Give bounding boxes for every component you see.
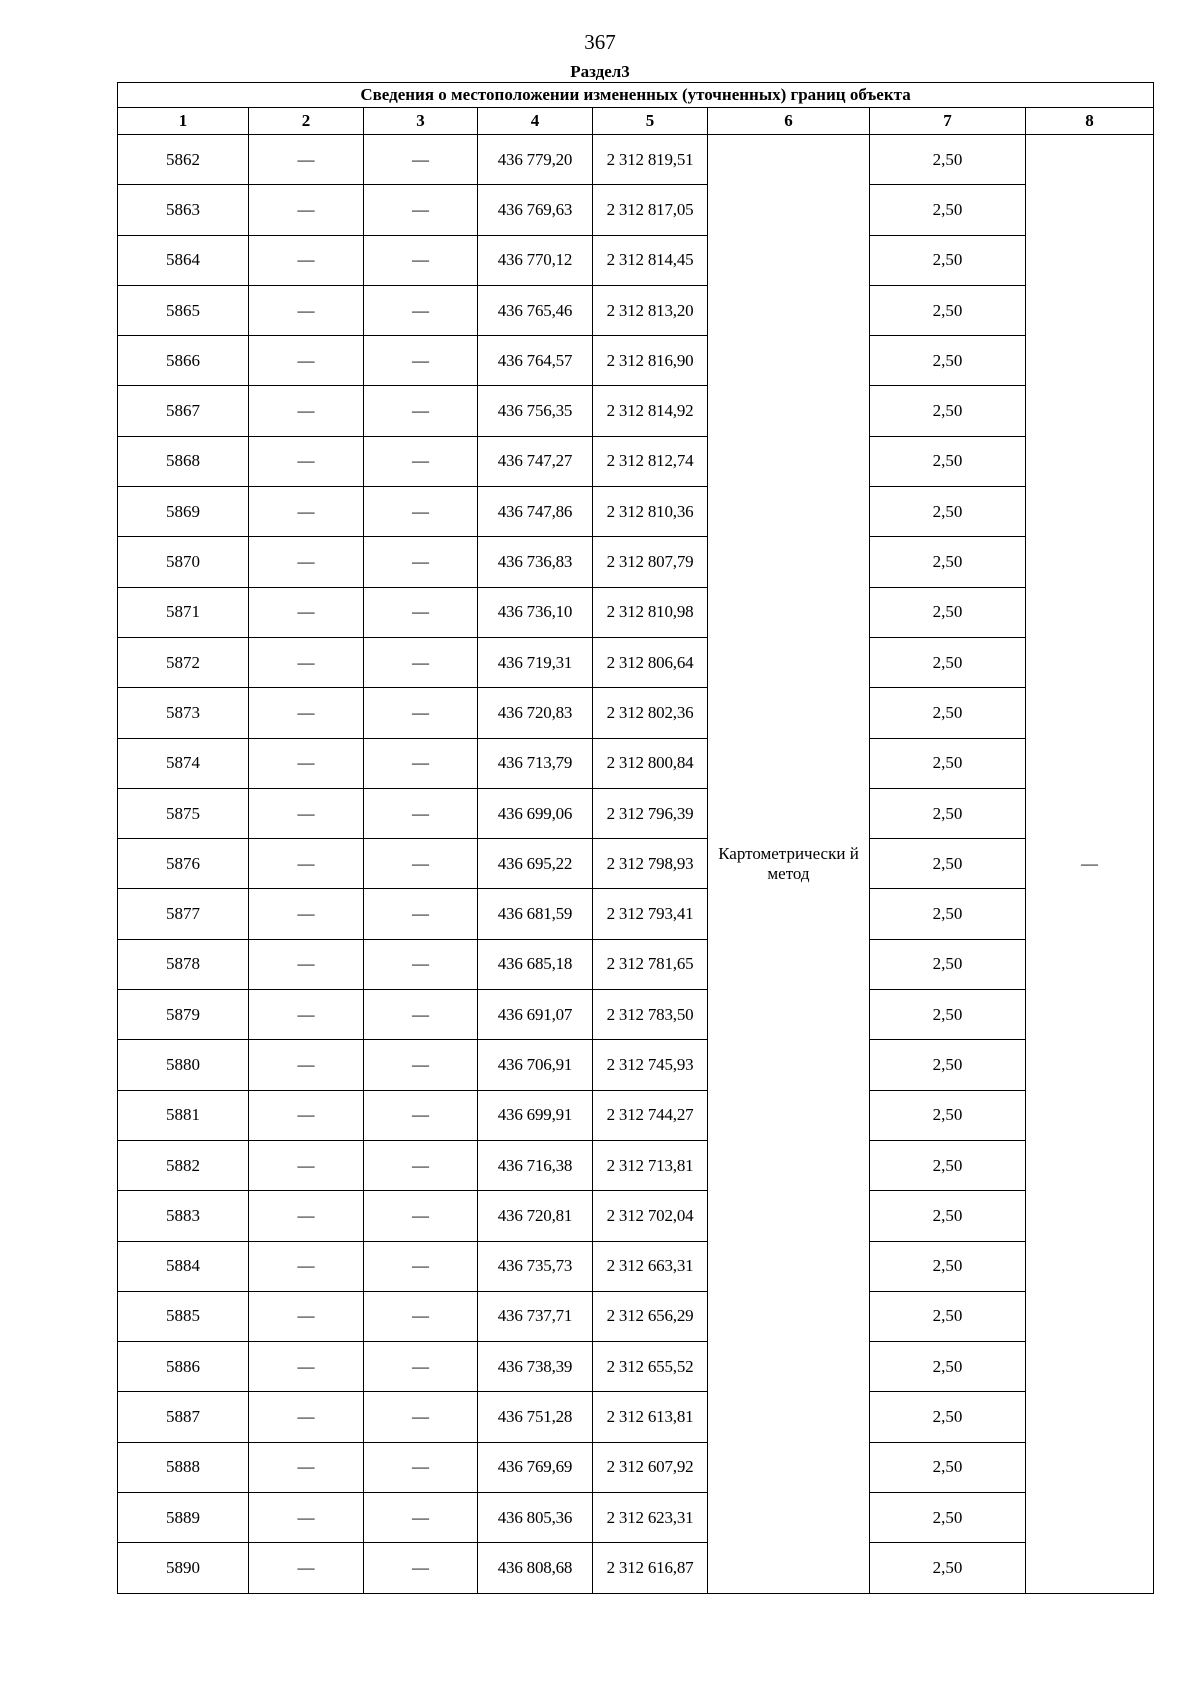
col3-cell: —: [364, 386, 478, 436]
y-coordinate-cell: 2 312 817,05: [593, 185, 708, 235]
y-coordinate-cell: 2 312 702,04: [593, 1191, 708, 1241]
col3-cell: —: [364, 1241, 478, 1291]
col3-cell: —: [364, 1543, 478, 1593]
table-title: Сведения о местоположении измененных (уточненных) границ объекта: [118, 83, 1154, 108]
x-coordinate-cell: 436 738,39: [478, 1342, 593, 1392]
y-coordinate-cell: 2 312 810,98: [593, 587, 708, 637]
table-row: [118, 1442, 1154, 1492]
col2-cell: —: [249, 788, 364, 838]
column-header: 5: [593, 108, 708, 135]
col2-cell: —: [249, 939, 364, 989]
x-coordinate-cell: 436 699,06: [478, 788, 593, 838]
table-row: [118, 135, 1154, 185]
accuracy-cell: 2,50: [870, 990, 1026, 1040]
point-number-cell: 5863: [118, 185, 249, 235]
x-coordinate-cell: 436 735,73: [478, 1241, 593, 1291]
point-number-cell: 5865: [118, 285, 249, 335]
point-number-cell: 5873: [118, 688, 249, 738]
col2-cell: —: [249, 1040, 364, 1090]
col3-cell: —: [364, 637, 478, 687]
x-coordinate-cell: 436 747,86: [478, 487, 593, 537]
table-body: [118, 135, 1154, 1594]
col2-cell: —: [249, 990, 364, 1040]
col3-cell: —: [364, 1291, 478, 1341]
x-coordinate-cell: 436 805,36: [478, 1493, 593, 1543]
y-coordinate-cell: 2 312 802,36: [593, 688, 708, 738]
x-coordinate-cell: 436 691,07: [478, 990, 593, 1040]
table-row: [118, 436, 1154, 486]
x-coordinate-cell: 436 770,12: [478, 235, 593, 285]
col3-cell: —: [364, 135, 478, 185]
accuracy-cell: 2,50: [870, 1342, 1026, 1392]
column-header-row: [118, 108, 1154, 135]
x-coordinate-cell: 436 720,81: [478, 1191, 593, 1241]
table-row: [118, 1291, 1154, 1341]
column-header: 3: [364, 108, 478, 135]
col3-cell: —: [364, 738, 478, 788]
x-coordinate-cell: 436 756,35: [478, 386, 593, 436]
col3-cell: —: [364, 889, 478, 939]
point-number-cell: 5883: [118, 1191, 249, 1241]
col2-cell: —: [249, 185, 364, 235]
table-row: [118, 637, 1154, 687]
col2-cell: —: [249, 1090, 364, 1140]
y-coordinate-cell: 2 312 798,93: [593, 839, 708, 889]
x-coordinate-cell: 436 769,63: [478, 185, 593, 235]
table-row: [118, 939, 1154, 989]
y-coordinate-cell: 2 312 613,81: [593, 1392, 708, 1442]
col3-cell: —: [364, 1342, 478, 1392]
y-coordinate-cell: 2 312 812,74: [593, 436, 708, 486]
col2-cell: —: [249, 688, 364, 738]
x-coordinate-cell: 436 716,38: [478, 1140, 593, 1190]
accuracy-cell: 2,50: [870, 839, 1026, 889]
accuracy-cell: 2,50: [870, 235, 1026, 285]
col3-cell: —: [364, 939, 478, 989]
x-coordinate-cell: 436 737,71: [478, 1291, 593, 1341]
table-row: [118, 1040, 1154, 1090]
table-row: [118, 537, 1154, 587]
y-coordinate-cell: 2 312 781,65: [593, 939, 708, 989]
col2-cell: —: [249, 537, 364, 587]
table-row: [118, 1191, 1154, 1241]
accuracy-cell: 2,50: [870, 1090, 1026, 1140]
accuracy-cell: 2,50: [870, 688, 1026, 738]
point-number-cell: 5887: [118, 1392, 249, 1442]
col3-cell: —: [364, 336, 478, 386]
col3-cell: —: [364, 285, 478, 335]
col2-cell: —: [249, 487, 364, 537]
col3-cell: —: [364, 587, 478, 637]
col2-cell: —: [249, 1543, 364, 1593]
col3-cell: —: [364, 688, 478, 738]
y-coordinate-cell: 2 312 806,64: [593, 637, 708, 687]
table-title-row: [118, 83, 1154, 108]
table-row: [118, 1543, 1154, 1593]
x-coordinate-cell: 436 713,79: [478, 738, 593, 788]
col3-cell: —: [364, 839, 478, 889]
point-number-cell: 5869: [118, 487, 249, 537]
col2-cell: —: [249, 336, 364, 386]
col2-cell: —: [249, 1191, 364, 1241]
point-number-cell: 5885: [118, 1291, 249, 1341]
accuracy-cell: 2,50: [870, 1543, 1026, 1593]
column-header: 8: [1026, 108, 1154, 135]
point-number-cell: 5880: [118, 1040, 249, 1090]
col3-cell: —: [364, 1191, 478, 1241]
x-coordinate-cell: 436 764,57: [478, 336, 593, 386]
x-coordinate-cell: 436 808,68: [478, 1543, 593, 1593]
table-row: [118, 1392, 1154, 1442]
x-coordinate-cell: 436 769,69: [478, 1442, 593, 1492]
x-coordinate-cell: 436 736,10: [478, 587, 593, 637]
table-row: [118, 688, 1154, 738]
x-coordinate-cell: 436 685,18: [478, 939, 593, 989]
point-number-cell: 5866: [118, 336, 249, 386]
point-number-cell: 5874: [118, 738, 249, 788]
accuracy-cell: 2,50: [870, 436, 1026, 486]
table-row: [118, 990, 1154, 1040]
accuracy-cell: 2,50: [870, 1191, 1026, 1241]
column-header: 2: [249, 108, 364, 135]
col3-cell: —: [364, 1442, 478, 1492]
col3-cell: —: [364, 1090, 478, 1140]
col2-cell: —: [249, 135, 364, 185]
method-cell: Картометрически й метод: [708, 135, 870, 1594]
point-number-cell: 5868: [118, 436, 249, 486]
table-row: [118, 839, 1154, 889]
y-coordinate-cell: 2 312 800,84: [593, 738, 708, 788]
accuracy-cell: 2,50: [870, 1040, 1026, 1090]
table-row: [118, 1090, 1154, 1140]
y-coordinate-cell: 2 312 793,41: [593, 889, 708, 939]
point-number-cell: 5876: [118, 839, 249, 889]
point-number-cell: 5870: [118, 537, 249, 587]
col2-cell: —: [249, 889, 364, 939]
point-number-cell: 5867: [118, 386, 249, 436]
x-coordinate-cell: 436 706,91: [478, 1040, 593, 1090]
point-number-cell: 5871: [118, 587, 249, 637]
y-coordinate-cell: 2 312 814,45: [593, 235, 708, 285]
accuracy-cell: 2,50: [870, 637, 1026, 687]
point-number-cell: 5890: [118, 1543, 249, 1593]
accuracy-cell: 2,50: [870, 1493, 1026, 1543]
accuracy-cell: 2,50: [870, 939, 1026, 989]
column-header: 4: [478, 108, 593, 135]
column-header: 6: [708, 108, 870, 135]
table-row: [118, 386, 1154, 436]
accuracy-cell: 2,50: [870, 185, 1026, 235]
table-row: [118, 788, 1154, 838]
x-coordinate-cell: 436 765,46: [478, 285, 593, 335]
point-number-cell: 5884: [118, 1241, 249, 1291]
point-number-cell: 5864: [118, 235, 249, 285]
y-coordinate-cell: 2 312 814,92: [593, 386, 708, 436]
y-coordinate-cell: 2 312 744,27: [593, 1090, 708, 1140]
y-coordinate-cell: 2 312 623,31: [593, 1493, 708, 1543]
col2-cell: —: [249, 1291, 364, 1341]
col3-cell: —: [364, 1140, 478, 1190]
x-coordinate-cell: 436 695,22: [478, 839, 593, 889]
accuracy-cell: 2,50: [870, 285, 1026, 335]
col3-cell: —: [364, 1392, 478, 1442]
col3-cell: —: [364, 487, 478, 537]
col2-cell: —: [249, 386, 364, 436]
y-coordinate-cell: 2 312 796,39: [593, 788, 708, 838]
x-coordinate-cell: 436 736,83: [478, 537, 593, 587]
y-coordinate-cell: 2 312 813,20: [593, 285, 708, 335]
accuracy-cell: 2,50: [870, 587, 1026, 637]
point-number-cell: 5875: [118, 788, 249, 838]
x-coordinate-cell: 436 747,27: [478, 436, 593, 486]
col2-cell: —: [249, 1493, 364, 1543]
y-coordinate-cell: 2 312 807,79: [593, 537, 708, 587]
page-number: 367: [584, 30, 616, 54]
col2-cell: —: [249, 738, 364, 788]
accuracy-cell: 2,50: [870, 788, 1026, 838]
col8-cell: —: [1026, 135, 1154, 1594]
table-row: [118, 1493, 1154, 1543]
col2-cell: —: [249, 436, 364, 486]
column-header: 1: [118, 108, 249, 135]
table-row: [118, 185, 1154, 235]
section-label: Раздел3: [570, 62, 630, 81]
point-number-cell: 5879: [118, 990, 249, 1040]
table-row: [118, 738, 1154, 788]
col2-cell: —: [249, 285, 364, 335]
y-coordinate-cell: 2 312 663,31: [593, 1241, 708, 1291]
y-coordinate-cell: 2 312 745,93: [593, 1040, 708, 1090]
table-row: [118, 1342, 1154, 1392]
y-coordinate-cell: 2 312 656,29: [593, 1291, 708, 1341]
x-coordinate-cell: 436 699,91: [478, 1090, 593, 1140]
point-number-cell: 5882: [118, 1140, 249, 1190]
y-coordinate-cell: 2 312 607,92: [593, 1442, 708, 1492]
table-row: [118, 889, 1154, 939]
col2-cell: —: [249, 1241, 364, 1291]
y-coordinate-cell: 2 312 655,52: [593, 1342, 708, 1392]
point-number-cell: 5889: [118, 1493, 249, 1543]
col2-cell: —: [249, 839, 364, 889]
col3-cell: —: [364, 436, 478, 486]
col3-cell: —: [364, 235, 478, 285]
point-number-cell: 5877: [118, 889, 249, 939]
table-row: [118, 1241, 1154, 1291]
accuracy-cell: 2,50: [870, 487, 1026, 537]
table-row: [118, 285, 1154, 335]
point-number-cell: 5872: [118, 637, 249, 687]
table-row: [118, 587, 1154, 637]
col3-cell: —: [364, 185, 478, 235]
y-coordinate-cell: 2 312 616,87: [593, 1543, 708, 1593]
col2-cell: —: [249, 1392, 364, 1442]
x-coordinate-cell: 436 751,28: [478, 1392, 593, 1442]
accuracy-cell: 2,50: [870, 1442, 1026, 1492]
accuracy-cell: 2,50: [870, 1291, 1026, 1341]
accuracy-cell: 2,50: [870, 1241, 1026, 1291]
y-coordinate-cell: 2 312 713,81: [593, 1140, 708, 1190]
accuracy-cell: 2,50: [870, 1392, 1026, 1442]
col2-cell: —: [249, 1342, 364, 1392]
col2-cell: —: [249, 637, 364, 687]
table-row: [118, 235, 1154, 285]
table-row: [118, 336, 1154, 386]
accuracy-cell: 2,50: [870, 336, 1026, 386]
accuracy-cell: 2,50: [870, 537, 1026, 587]
accuracy-cell: 2,50: [870, 889, 1026, 939]
x-coordinate-cell: 436 719,31: [478, 637, 593, 687]
point-number-cell: 5862: [118, 135, 249, 185]
table-row: [118, 487, 1154, 537]
col2-cell: —: [249, 1140, 364, 1190]
accuracy-cell: 2,50: [870, 135, 1026, 185]
col3-cell: —: [364, 990, 478, 1040]
col2-cell: —: [249, 235, 364, 285]
y-coordinate-cell: 2 312 816,90: [593, 336, 708, 386]
col3-cell: —: [364, 1040, 478, 1090]
col3-cell: —: [364, 537, 478, 587]
col3-cell: —: [364, 788, 478, 838]
col2-cell: —: [249, 1442, 364, 1492]
point-number-cell: 5888: [118, 1442, 249, 1492]
x-coordinate-cell: 436 720,83: [478, 688, 593, 738]
col2-cell: —: [249, 587, 364, 637]
point-number-cell: 5886: [118, 1342, 249, 1392]
x-coordinate-cell: 436 779,20: [478, 135, 593, 185]
col3-cell: —: [364, 1493, 478, 1543]
y-coordinate-cell: 2 312 819,51: [593, 135, 708, 185]
x-coordinate-cell: 436 681,59: [478, 889, 593, 939]
coordinates-table: [117, 82, 1154, 1594]
point-number-cell: 5878: [118, 939, 249, 989]
accuracy-cell: 2,50: [870, 1140, 1026, 1190]
column-header: 7: [870, 108, 1026, 135]
y-coordinate-cell: 2 312 783,50: [593, 990, 708, 1040]
point-number-cell: 5881: [118, 1090, 249, 1140]
table-row: [118, 1140, 1154, 1190]
y-coordinate-cell: 2 312 810,36: [593, 487, 708, 537]
accuracy-cell: 2,50: [870, 738, 1026, 788]
accuracy-cell: 2,50: [870, 386, 1026, 436]
